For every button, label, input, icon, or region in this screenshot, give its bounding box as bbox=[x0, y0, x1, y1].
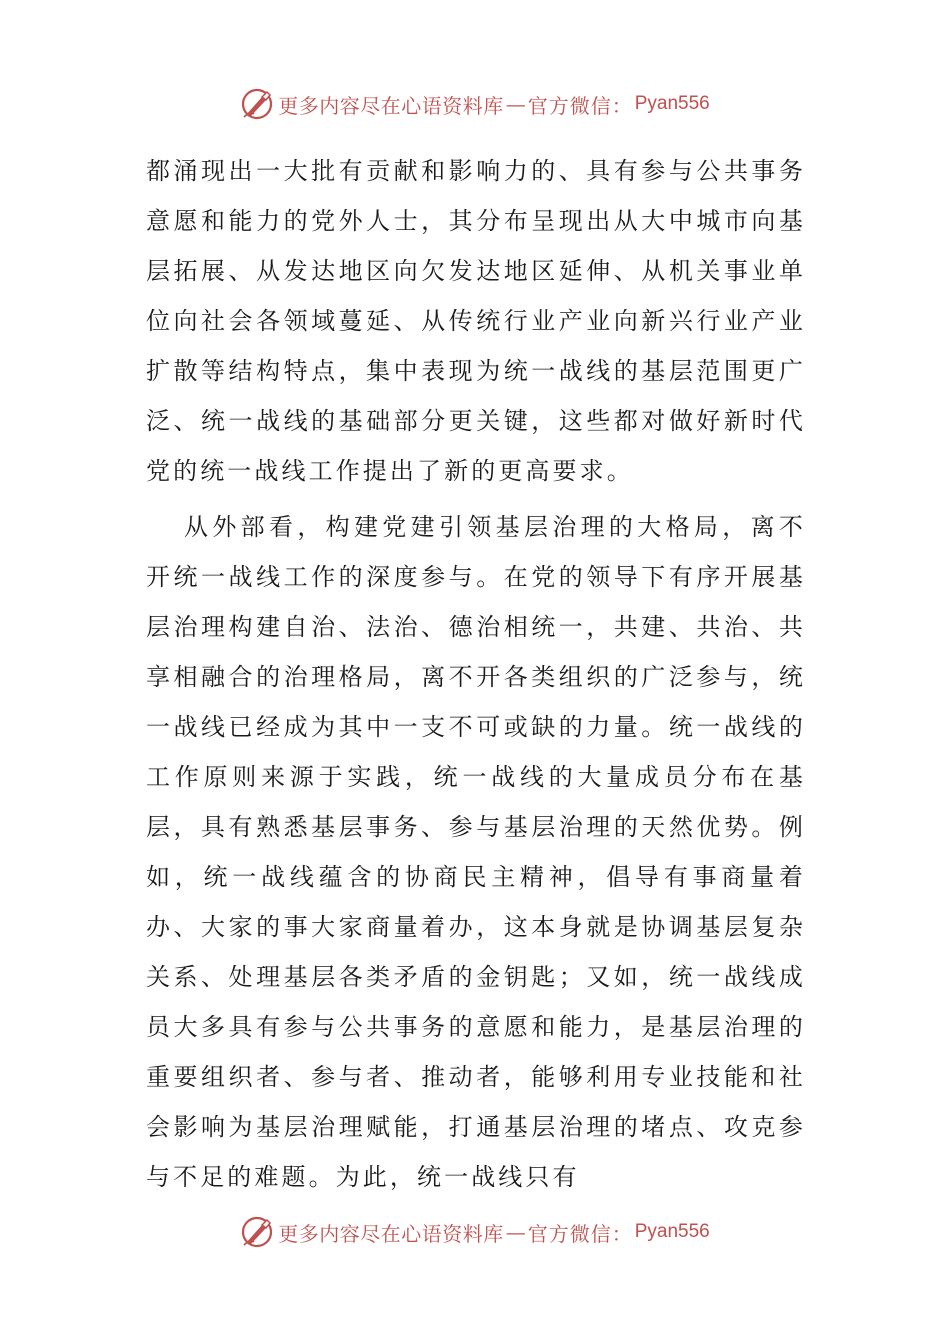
header-wechat-id: Pyan556 bbox=[634, 93, 710, 114]
document-body bbox=[146, 146, 806, 1202]
footer-wechat-id: Pyan556 bbox=[634, 1221, 710, 1242]
header-brand-text: 更多内容尽在心语资料库 bbox=[278, 93, 504, 118]
footer-brand-text: 更多内容尽在心语资料库 bbox=[278, 1221, 504, 1246]
footer-dash: — bbox=[505, 1220, 526, 1244]
header-banner bbox=[0, 84, 950, 124]
footer-wechat-label: 官方微信： bbox=[527, 1221, 633, 1246]
header-dash: — bbox=[505, 92, 526, 116]
pen-logo-icon bbox=[240, 1215, 274, 1249]
paragraph-continuation: 都涌现出一大批有贡献和影响力的、具有参与公共事务意愿和能力的党外人士，其分布呈现出从大中城市向基层拓展、从发达地区向欠发达地区延伸、从机关事业单位向社会各领域蔓延、从传统行业产业向新兴行业产业扩散等结构特点，集中表现为统一战线的基层范围更广泛、统一战线的基础部分更关键，这些都对做好新时代党的统一战线工作提出了新的更高要求。 bbox=[146, 157, 806, 485]
footer-banner bbox=[0, 1212, 950, 1252]
header-wechat-label: 官方微信： bbox=[527, 93, 633, 118]
paragraph-external-view: 从外部看，构建党建引领基层治理的大格局，离不开统一战线工作的深度参与。在党的领导下有序开展基层治理构建自治、法治、德治相统一，共建、共治、共享相融合的治理格局，离不开各类组织的广泛参与，统一战线已经成为其中一支不可或缺的力量。统一战线的工作原则来源于实践，统一战线的大量成员分布在基层，具有熟悉基层事务、参与基层治理的天然优势。例如，统一战线蕴含的协商民主精神，倡导有事商量着办、大家的事大家商量着办，这本身就是协调基层复杂关系、处理基层各类矛盾的金钥匙；又如，统一战线成员大多具有参与公共事务的意愿和能力，是基层治理的重要组织者、参与者、推动者，能够利用专业技能和社会影响为基层治理赋能，打通基层治理的堵点、攻克参与不足的难题。为此，统一战线只有 bbox=[146, 513, 806, 1191]
pen-logo-icon bbox=[240, 87, 274, 121]
